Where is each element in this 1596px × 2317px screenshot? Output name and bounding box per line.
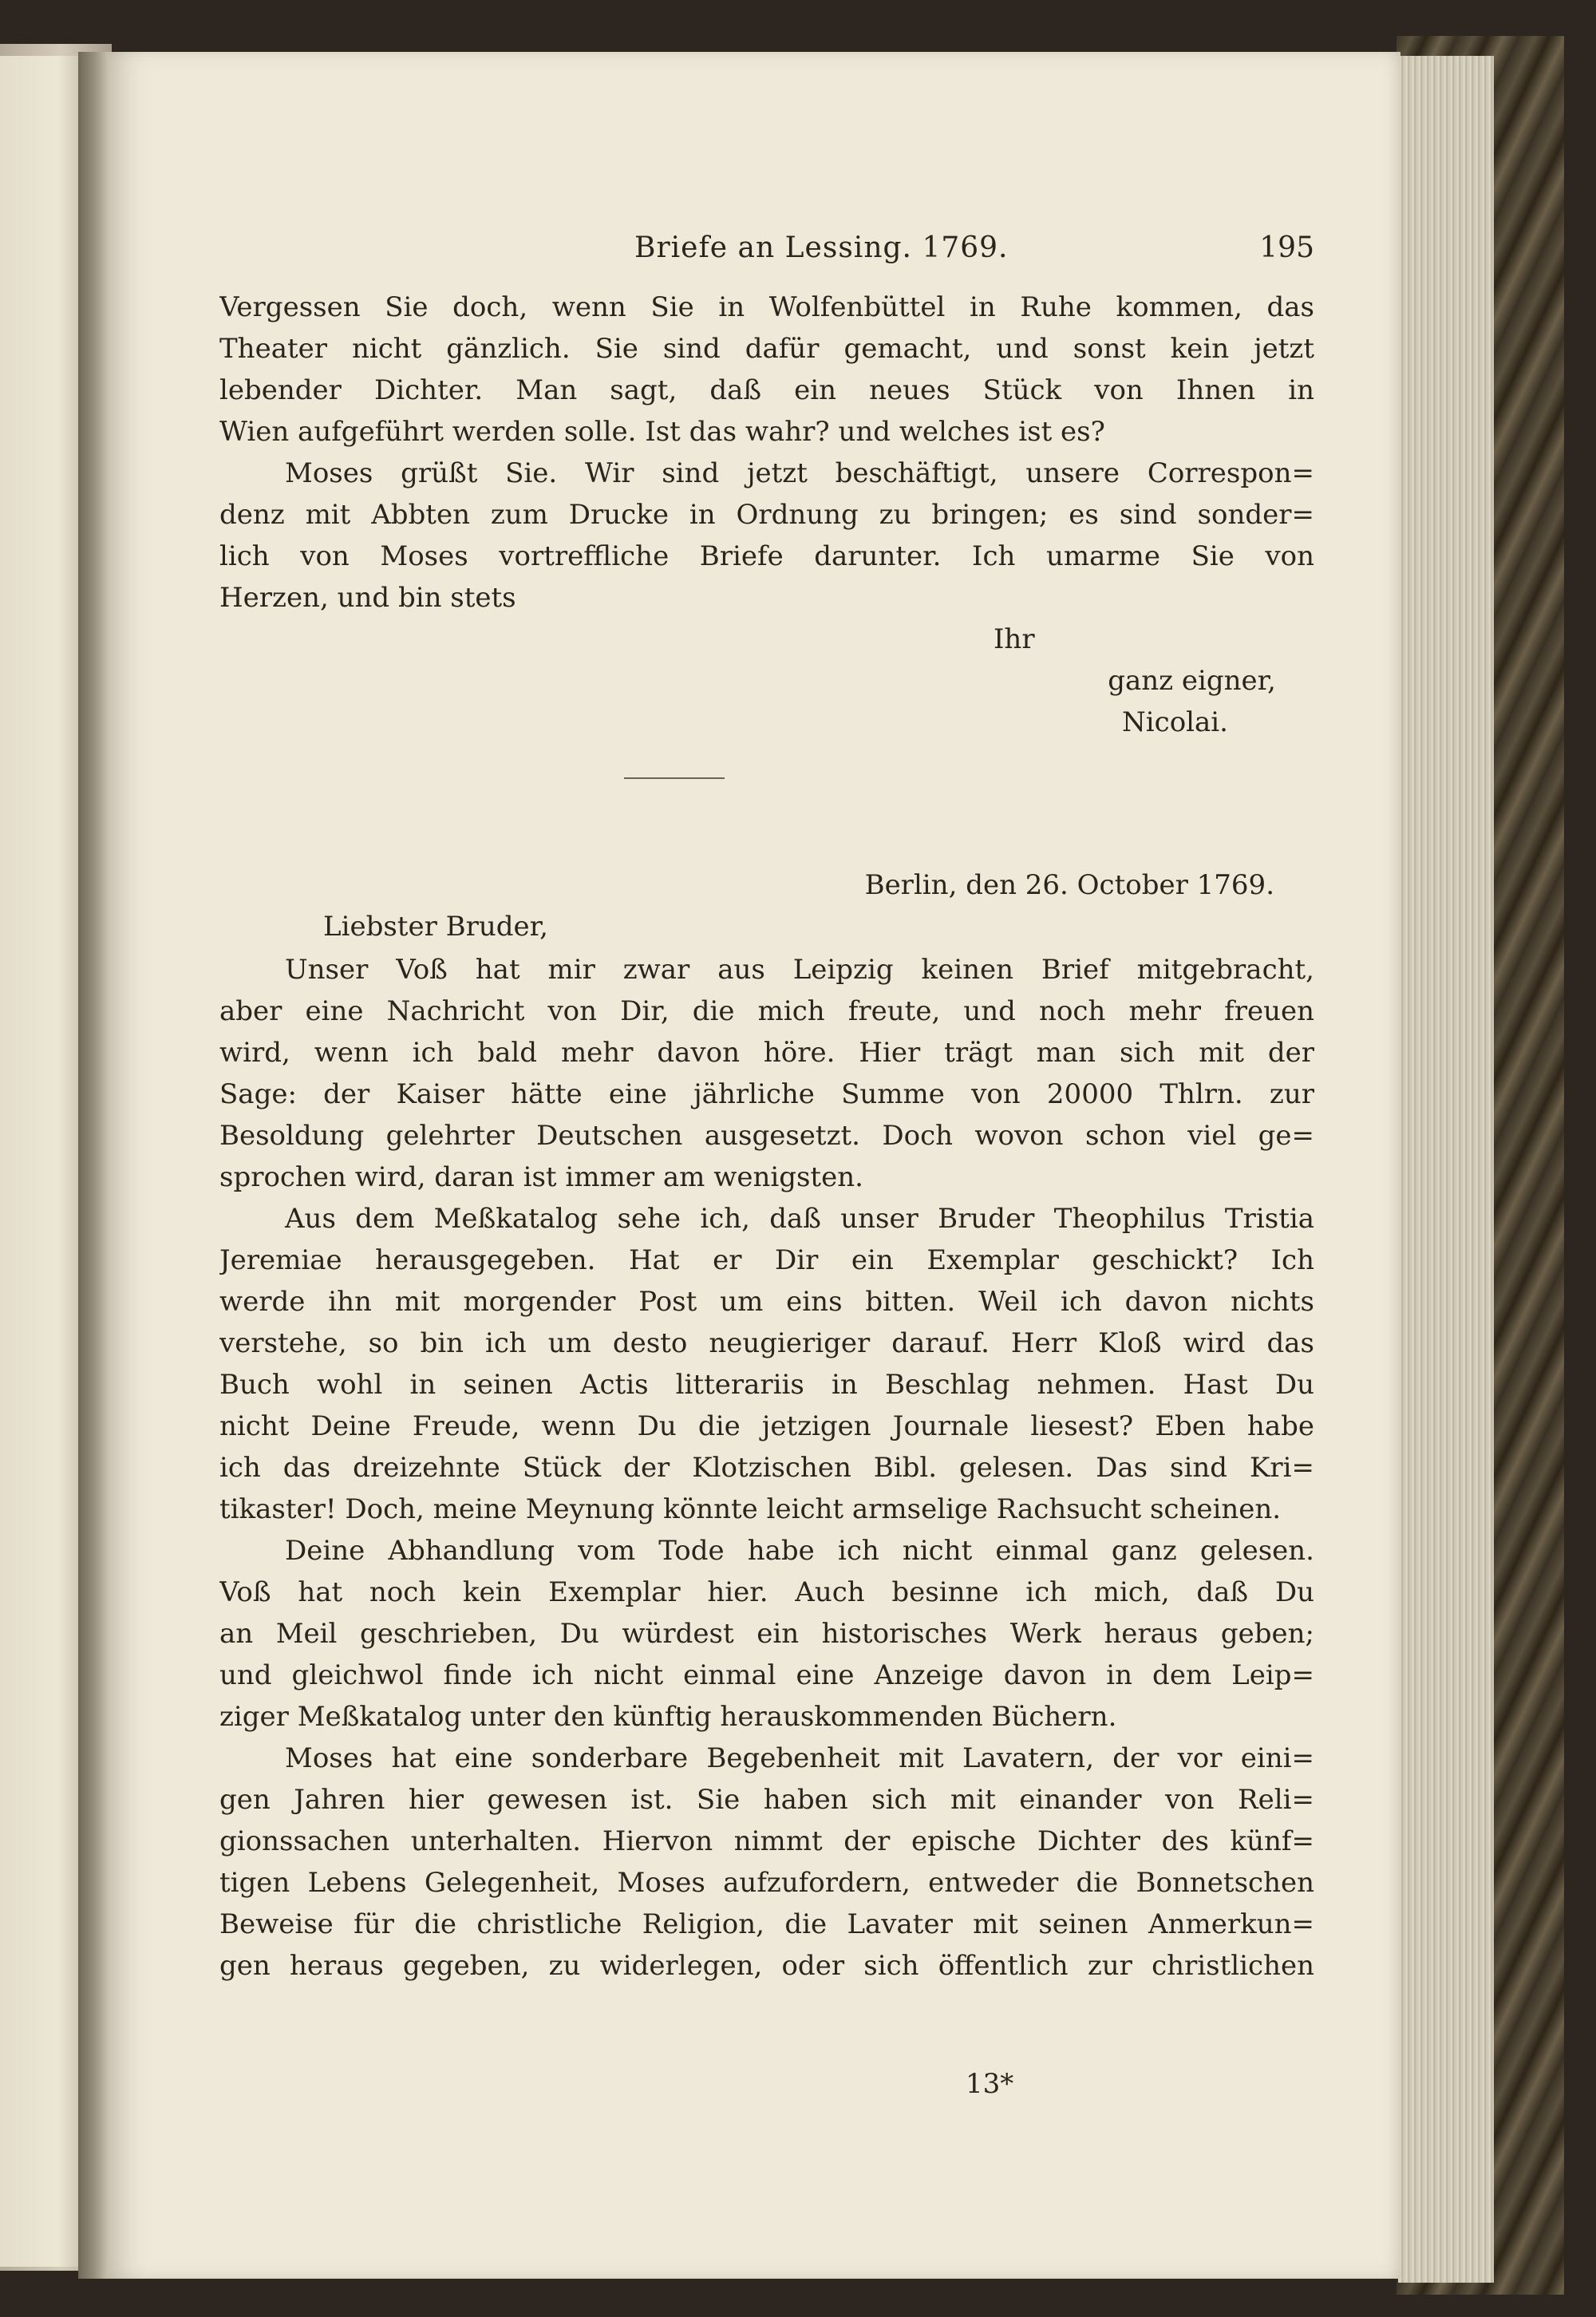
- text-line: nicht Deine Freude, wenn Du die jetzigen Journale liesest? Eben habe: [219, 1410, 1314, 1442]
- text-line: aber eine Nachricht von Dir, die mich freute, und noch mehr freuen: [219, 995, 1314, 1027]
- letter2-paragraph-1: [219, 949, 1314, 1198]
- dateline-row: [219, 864, 1314, 906]
- text-line: tikaster! Doch, meine Meynung könnte leicht armselige Rachsucht scheinen.: [219, 1493, 1282, 1525]
- text-line: Unser Voß hat mir zwar aus Leipzig keinen Brief mitgebracht,: [285, 954, 1314, 986]
- closing-word: Ihr: [994, 623, 1035, 655]
- letter2-paragraph-4: [219, 1738, 1314, 1987]
- text-line: gen Jahren hier gewesen ist. Sie haben sich mit einander von Reli=: [219, 1784, 1314, 1816]
- text-line: Sage: der Kaiser hätte eine jährliche Summe von 20000 Thlrn. zur: [219, 1078, 1314, 1110]
- text-line: Herzen, und bin stets: [219, 582, 516, 614]
- text-line: verstehe, so bin ich um desto neugieriger darauf. Herr Kloß wird das: [219, 1327, 1314, 1359]
- text-line: lebender Dichter. Man sagt, daß ein neues Stück von Ihnen in: [219, 374, 1314, 406]
- running-title: Briefe an Lessing. 1769.: [634, 231, 1009, 264]
- text-line: ziger Meßkatalog unter den künftig herauskommenden Büchern.: [219, 1701, 1117, 1733]
- text-line: Aus dem Meßkatalog sehe ich, daß unser Bruder Theophilus Tristia: [285, 1203, 1314, 1235]
- text-line: gen heraus gegeben, zu widerlegen, oder sich öffentlich zur christlichen: [219, 1950, 1314, 1982]
- text-line: tigen Lebens Gelegenheit, Moses aufzufordern, entweder die Bonnetschen: [219, 1867, 1314, 1899]
- text-line: Moses grüßt Sie. Wir sind jetzt beschäftigt, unsere Correspon=: [285, 457, 1314, 489]
- text-line: an Meil geschrieben, Du würdest ein historisches Werk heraus geben;: [219, 1618, 1314, 1650]
- text-line: werde ihn mit morgender Post um eins bitten. Weil ich davon nichts: [219, 1286, 1314, 1318]
- book-gutter: [78, 52, 110, 2279]
- text-line: Moses hat eine sonderbare Begebenheit mit Lavatern, der vor eini=: [285, 1742, 1314, 1774]
- closing-phrase: ganz eigner,: [1108, 665, 1276, 697]
- text-line: Jeremiae herausgegeben. Hat er Dir ein Exemplar geschickt? Ich: [219, 1244, 1314, 1276]
- dateline: Berlin, den 26. October 1769.: [864, 869, 1274, 901]
- text-line: denz mit Abbten zum Drucke in Ordnung zu bringen; es sind sonder=: [219, 499, 1314, 531]
- letter1-signature-row: [219, 702, 1314, 743]
- letter1-closing: [219, 619, 1314, 660]
- salutation-row: [219, 906, 1314, 947]
- letter2-paragraph-2: [219, 1198, 1314, 1530]
- running-head: [219, 226, 1314, 271]
- text-line: Beweise für die christliche Religion, die Lavater mit seinen Anmerkun=: [219, 1908, 1314, 1940]
- letter1-paragraph-b: [219, 453, 1314, 619]
- signature-mark: 13*: [966, 2068, 1014, 2100]
- signature-nicolai: Nicolai.: [1122, 706, 1228, 738]
- page-number: 195: [1259, 231, 1314, 264]
- section-divider: [624, 777, 725, 779]
- facing-page-edge: [0, 56, 84, 2267]
- text-line: und gleichwol finde ich nicht einmal eine Anzeige davon in dem Leip=: [219, 1659, 1314, 1691]
- text-line: Theater nicht gänzlich. Sie sind dafür gemacht, und sonst kein jetzt: [219, 333, 1314, 365]
- text-line: Buch wohl in seinen Actis litterariis in Beschlag nehmen. Hast Du: [219, 1369, 1314, 1401]
- text-line: Deine Abhandlung vom Tode habe ich nicht einmal ganz gelesen.: [285, 1535, 1314, 1567]
- letter1-closing-phrase-row: [219, 660, 1314, 702]
- text-line: gionssachen unterhalten. Hiervon nimmt der epische Dichter des künf=: [219, 1825, 1314, 1857]
- text-line: Besoldung gelehrter Deutschen ausgesetzt. Doch wovon schon viel ge=: [219, 1120, 1314, 1152]
- text-line: Voß hat noch kein Exemplar hier. Auch besinne ich mich, daß Du: [219, 1576, 1314, 1608]
- text-line: Wien aufgeführt werden solle. Ist das wahr? und welches ist es?: [219, 416, 1105, 448]
- letter2-paragraph-3: [219, 1530, 1314, 1738]
- letter1-paragraph-a: [219, 287, 1314, 453]
- book-page: [108, 52, 1400, 2279]
- page-stack-edges: [1398, 56, 1494, 2283]
- salutation: Liebster Bruder,: [323, 911, 548, 943]
- text-line: lich von Moses vortreffliche Briefe darunter. Ich umarme Sie von: [219, 540, 1314, 572]
- text-line: wird, wenn ich bald mehr davon höre. Hier trägt man sich mit der: [219, 1037, 1314, 1069]
- text-line: sprochen wird, daran ist immer am wenigsten.: [219, 1161, 863, 1193]
- text-line: Vergessen Sie doch, wenn Sie in Wolfenbüttel in Ruhe kommen, das: [219, 291, 1314, 323]
- text-line: ich das dreizehnte Stück der Klotzischen Bibl. gelesen. Das sind Kri=: [219, 1452, 1314, 1484]
